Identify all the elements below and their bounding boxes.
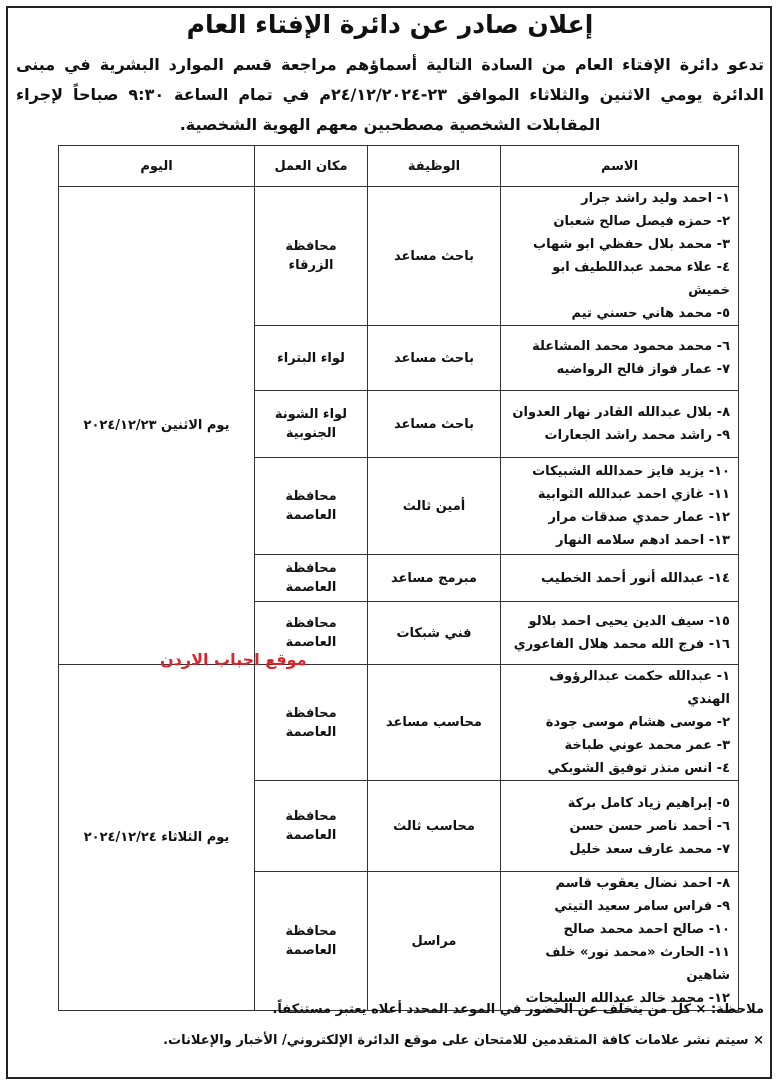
- note-line: ملاحظة: × كل من يتخلف عن الحضور في الموعد المحدد أعلاه يعتبر مستنكفاً.: [272, 1002, 764, 1017]
- candidate-name: ٢- حمزه فيصل صالح شعبان: [553, 214, 730, 229]
- header-day: اليوم: [59, 146, 255, 187]
- table-row: [59, 665, 739, 781]
- candidate-name: ١١- غازي احمد عبدالله الثوابية: [537, 487, 730, 502]
- candidate-name: ١٠- صالح احمد محمد صالح: [563, 922, 730, 937]
- candidate-name: ١٢- محمد خالد عبدالله السليحات: [525, 991, 730, 1006]
- watermark-text: موقع احباب الاردن: [160, 650, 307, 669]
- candidate-name: ١٤- عبدالله أنور أحمد الخطيب: [540, 570, 730, 586]
- place-cell: محافظة العاصمة: [255, 665, 368, 781]
- candidate-name: ٥- محمد هاني حسني تيم: [571, 306, 730, 321]
- names-cell: [501, 602, 739, 665]
- names-cell: [501, 555, 739, 602]
- day-cell-monday: يوم الاثنين ٢٠٢٤/١٢/٢٣: [59, 187, 255, 665]
- candidate-name: ١٢- عمار حمدي صدقات مرار: [548, 510, 730, 525]
- candidate-name: ٦- محمد محمود محمد المشاعلة: [532, 339, 730, 354]
- candidate-name: ٧- محمد عارف سعد خليل: [569, 841, 730, 857]
- candidate-name: ٢- موسى هشام موسى جودة: [545, 715, 730, 730]
- candidate-name: ٤- انس منذر توفيق الشوبكي: [547, 761, 730, 776]
- job-cell: محاسب مساعد: [368, 665, 501, 781]
- interview-table: [58, 145, 739, 1011]
- candidate-name: ٩- فراس سامر سعيد التيتي: [554, 899, 730, 914]
- names-cell: [501, 781, 739, 872]
- place-cell: محافظة العاصمة: [255, 555, 368, 602]
- job-cell: باحث مساعد: [368, 326, 501, 391]
- candidate-name: ١٦- فرج الله محمد هلال الفاعوري: [513, 637, 730, 652]
- candidate-name: ١٣- احمد ادهم سلامه النهار: [556, 533, 730, 548]
- candidate-name: ١٠- يزيد فايز حمدالله الشبيكات: [532, 464, 730, 479]
- note-line: × سيتم نشر علامات كافة المتقدمين للامتحان على موقع الدائرة الإلكتروني/ الأخبار والإعلانات.: [163, 1033, 764, 1048]
- header-name: الاسم: [501, 146, 739, 187]
- header-job: الوظيفة: [368, 146, 501, 187]
- table-header-row: [59, 146, 739, 187]
- job-cell: باحث مساعد: [368, 187, 501, 326]
- place-cell: محافظة العاصمة: [255, 602, 368, 665]
- candidate-name: ١- عبدالله حكمت عبدالرؤوف الهندي: [549, 669, 730, 707]
- names-cell: [501, 391, 739, 458]
- place-cell: محافظة العاصمة: [255, 872, 368, 1011]
- place-cell: محافظة الزرقاء: [255, 187, 368, 326]
- header-place: مكان العمل: [255, 146, 368, 187]
- candidate-name: ٦- أحمد ناصر حسن حسن: [569, 818, 730, 834]
- job-cell: باحث مساعد: [368, 391, 501, 458]
- place-cell: لواء البتراء: [255, 326, 368, 391]
- candidate-name: ٨- بلال عبدالله القادر نهار العدوان: [512, 405, 730, 420]
- candidate-name: ٤- علاء محمد عبداللطيف ابو خميش: [552, 260, 730, 298]
- place-cell: محافظة العاصمة: [255, 781, 368, 872]
- notes-section: [16, 994, 764, 1056]
- day-cell-tuesday: يوم الثلاثاء ٢٠٢٤/١٢/٢٤: [59, 665, 255, 1011]
- names-cell: [501, 458, 739, 555]
- names-cell: [501, 187, 739, 326]
- job-cell: أمين ثالث: [368, 458, 501, 555]
- candidate-name: ٧- عمار فواز فالح الرواضيه: [556, 362, 730, 377]
- candidate-name: ٩- راشد محمد راشد الجعارات: [544, 428, 730, 443]
- names-cell: [501, 665, 739, 781]
- candidate-name: ١٥- سيف الدين يحيى احمد بلالو: [528, 614, 730, 629]
- job-cell: محاسب ثالث: [368, 781, 501, 872]
- candidate-name: ١- احمد وليد راشد جرار: [581, 191, 730, 206]
- names-cell: [501, 872, 739, 1011]
- announcement-intro: تدعو دائرة الإفتاء العام من السادة التالية أسماؤهم مراجعة قسم الموارد البشرية في مبنى الدائرة يومي الاثنين والثلاثاء الموافق ٢٣-٢٤/١٢/٢٠٢٤م في تمام الساعة ٩:٣٠ صباحاً لإجراء المقابلات الشخصية مصطحبين معهم الهوية الشخصية.: [16, 55, 765, 134]
- candidate-name: ٨- احمد نضال يعقوب قاسم: [555, 876, 730, 891]
- candidate-name: ١١- الحارث «محمد نور» خلف شاهين: [545, 945, 730, 983]
- table-row: [59, 187, 739, 326]
- names-cell: [501, 326, 739, 391]
- announcement-title: إعلان صادر عن دائرة الإفتاء العام: [186, 10, 594, 39]
- candidate-name: ٣- عمر محمد عوني طباخة: [564, 738, 730, 753]
- job-cell: فني شبكات: [368, 602, 501, 665]
- job-cell: مراسل: [368, 872, 501, 1011]
- job-cell: مبرمج مساعد: [368, 555, 501, 602]
- place-cell: محافظة العاصمة: [255, 458, 368, 555]
- place-cell: لواء الشونة الجنوبية: [255, 391, 368, 458]
- candidate-name: ٥- إبراهيم زياد كامل بركة: [567, 795, 730, 811]
- candidate-name: ٣- محمد بلال حفظي ابو شهاب: [533, 237, 730, 252]
